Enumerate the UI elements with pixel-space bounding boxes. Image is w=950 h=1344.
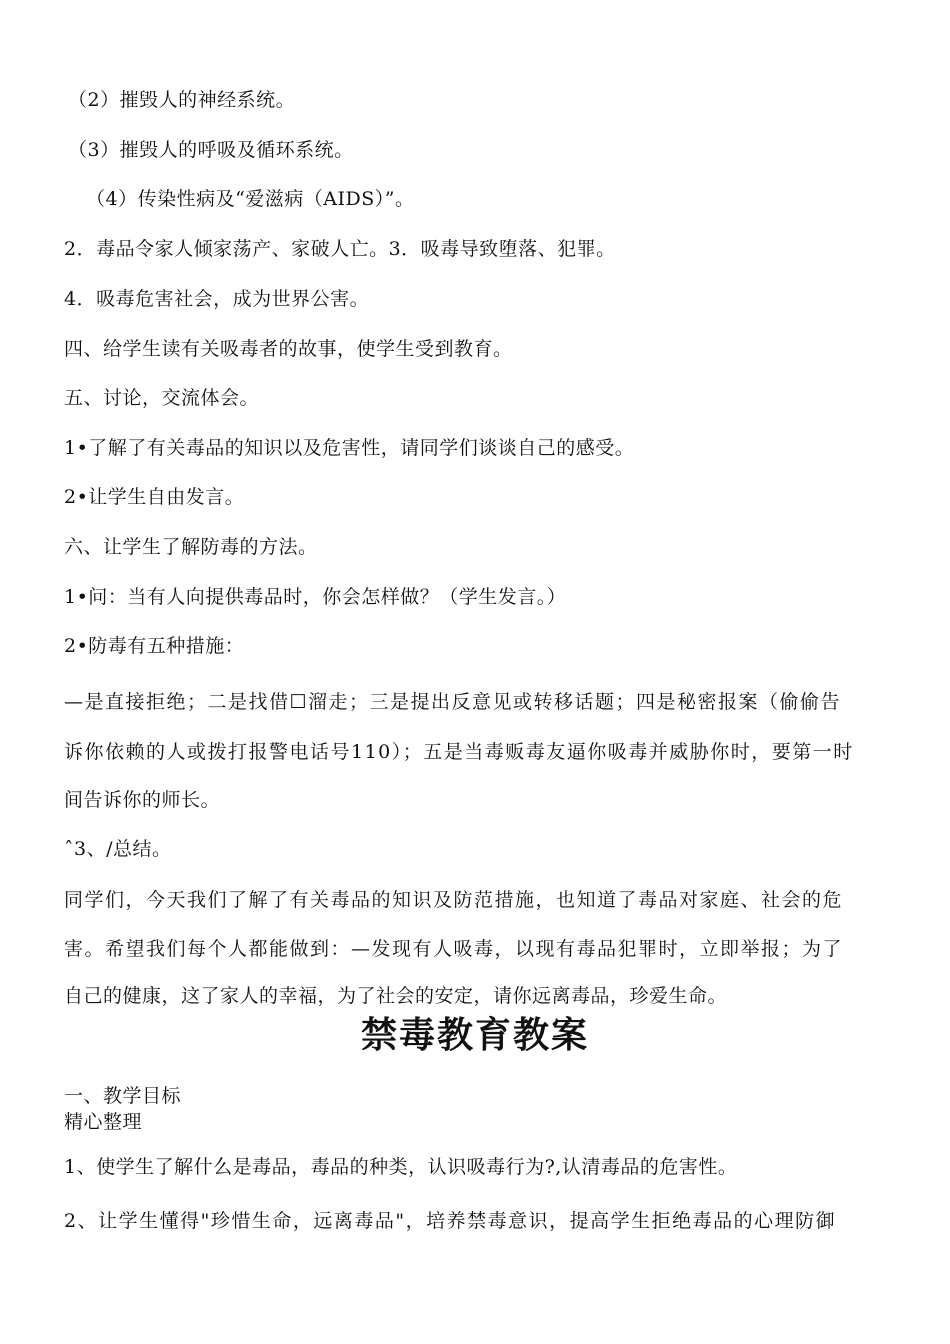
section-heading: 六、让学生了解防毒的方法。 bbox=[64, 536, 318, 558]
objective-item: 2、让学生懂得"珍惜生命，远离毒品"，培养禁毒意识，提高学生拒绝毒品的心理防御 bbox=[64, 1210, 837, 1232]
text-line: 2•防毒有五种措施： bbox=[64, 635, 245, 657]
paragraph-line: 自己的健康，这了家人的幸福，为了社会的安定，请你远离毒品，珍爱生命。 bbox=[64, 985, 728, 1007]
text-line: （4）传染性病及“爱滋病（AIDS）”。 bbox=[86, 188, 415, 210]
section-title: 一、教学目标 bbox=[64, 1085, 182, 1107]
text-line: 1•了解了有关毒品的知识以及危害性，请同学们谈谈自己的感受。 bbox=[64, 437, 635, 459]
paragraph-line: —是直接拒绝；二是找借☐溜走；三是提出反意见或转移话题；四是秘密报案（偷偷告 bbox=[64, 691, 842, 713]
section-heading: 五、讨论，交流体会。 bbox=[64, 387, 260, 409]
paragraph-line: 同学们，今天我们了解了有关毒品的知识及防范措施，也知道了毒品对家庭、社会的危 bbox=[64, 889, 844, 911]
text-line: 2．毒品令家人倾家荡产、家破人亡。3．吸毒导致堕落、犯罪。 bbox=[64, 238, 616, 260]
section-heading: 四、给学生读有关吸毒者的故事，使学生受到教育。 bbox=[64, 338, 513, 360]
paragraph-line: 间告诉你的师长。 bbox=[64, 789, 221, 811]
text-line: 4．吸毒危害社会，成为世界公害。 bbox=[64, 288, 370, 310]
section-heading: ˆ3、/总结。 bbox=[64, 838, 172, 860]
document-title: 禁毒教育教案 bbox=[360, 1015, 589, 1056]
text-line: （2）摧毁人的神经系统。 bbox=[68, 89, 296, 111]
text-line: 1•问：当有人向提供毒品时，你会怎样做？（学生发言。） bbox=[64, 586, 567, 608]
watermark-text: 精心整理 bbox=[64, 1111, 143, 1133]
text-line: 2•让学生自由发言。 bbox=[64, 486, 245, 508]
paragraph-line: 诉你依赖的人或拨打报警电话号110）；五是当毒贩毒友逼你吸毒并威胁你时，要第一时 bbox=[64, 741, 854, 763]
text-line: （3）摧毁人的呼吸及循环系统。 bbox=[68, 139, 354, 161]
objective-item: 1、使学生了解什么是毒品，毒品的种类，认识吸毒行为?,认清毒品的危害性。 bbox=[64, 1156, 738, 1178]
paragraph-line: 害。希望我们每个人都能做到：—发现有人吸毒，以现有毒品犯罪时，立即举报；为了 bbox=[64, 938, 844, 960]
